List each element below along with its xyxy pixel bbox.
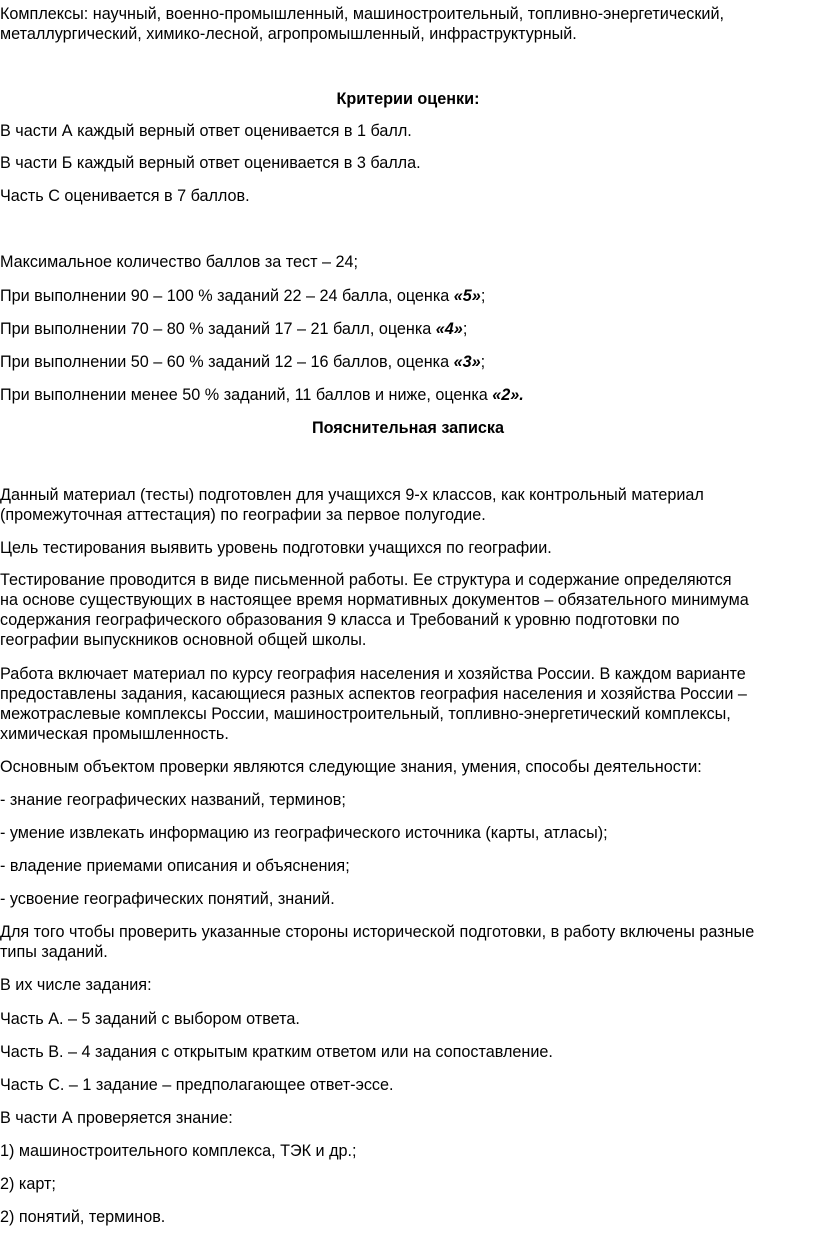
- check-item-2: 2) карт;: [0, 1175, 56, 1193]
- criteria-line-a: В части А каждый верный ответ оценивается в 1 балл.: [0, 122, 412, 140]
- note-title: Пояснительная записка: [311, 419, 505, 437]
- part-a-line: Часть А. – 5 заданий с выбором ответа.: [0, 1010, 300, 1028]
- criteria-line-b: В части Б каждый верный ответ оценивается в 3 балла.: [0, 154, 421, 172]
- skill-item-4: - усвоение географических понятий, знаний.: [0, 890, 335, 908]
- note-p1-line-1: Данный материал (тесты) подготовлен для учащихся 9-х классов, как контрольный материал: [0, 486, 704, 504]
- criteria-title: Критерии оценки:: [336, 90, 480, 108]
- note-p6-line-2: типы заданий.: [0, 943, 108, 961]
- skill-item-2: - умение извлекать информацию из географического источника (карты, атласы);: [0, 824, 608, 842]
- grade-mark-3: «3»: [453, 353, 481, 371]
- max-score-line: Максимальное количество баллов за тест – 24;: [0, 253, 359, 271]
- note-p4-line-4: химическая промышленность.: [0, 725, 229, 743]
- grade-line-5: При выполнении 90 – 100 % заданий 22 – 24 балла, оценка «5»;: [0, 287, 486, 305]
- grade-line-3: При выполнении 50 – 60 % заданий 12 – 16 баллов, оценка «3»;: [0, 353, 486, 371]
- note-p3-line-4: географии выпускников основной общей школы.: [0, 631, 367, 649]
- note-p2: Цель тестирования выявить уровень подготовки учащихся по географии.: [0, 539, 552, 557]
- note-p3-line-2: на основе существующих в настоящее время нормативных документов – обязательного минимума: [0, 591, 749, 609]
- intro-line-1: Комплексы: научный, военно-промышленный, машиностроительный, топливно-энергетический,: [0, 5, 725, 23]
- check-item-3: 2) понятий, терминов.: [0, 1208, 166, 1226]
- skill-item-3: - владение приемами описания и объяснения;: [0, 857, 350, 875]
- note-p3-line-3: содержания географического образования 9 класса и Требований к уровню подготовки по: [0, 611, 680, 629]
- part-b-line: Часть В. – 4 задания с открытым кратким ответом или на сопоставление.: [0, 1043, 553, 1061]
- grade-mark-5: «5»: [453, 287, 481, 305]
- note-p4-line-1: Работа включает материал по курсу география населения и хозяйства России. В каждом варианте: [0, 665, 746, 683]
- note-p6-line-1: Для того чтобы проверить указанные стороны исторической подготовки, в работу включены разные: [0, 923, 755, 941]
- note-p4-line-2: предоставлены задания, касающиеся разных аспектов география населения и хозяйства России –: [0, 685, 747, 703]
- check-item-1: 1) машиностроительного комплекса, ТЭК и др.;: [0, 1142, 357, 1160]
- part-c-line: Часть С. – 1 задание – предполагающее ответ-эссе.: [0, 1076, 394, 1094]
- note-p3-line-1: Тестирование проводится в виде письменной работы. Ее структура и содержание определяются: [0, 571, 732, 589]
- grade-mark-4: «4»: [435, 320, 463, 338]
- grade-mark-2: «2».: [492, 386, 524, 404]
- intro-line-2: металлургический, химико-лесной, агропромышленный, инфраструктурный.: [0, 25, 577, 43]
- note-p8: В части А проверяется знание:: [0, 1109, 233, 1127]
- note-p4-line-3: межотраслевые комплексы России, машиностроительный, топливно-энергетический комплексы,: [0, 705, 731, 723]
- note-p7: В их числе задания:: [0, 976, 152, 994]
- grade-line-2: При выполнении менее 50 % заданий, 11 баллов и ниже, оценка «2».: [0, 386, 524, 404]
- note-p5: Основным объектом проверки являются следующие знания, умения, способы деятельности:: [0, 758, 702, 776]
- grade-line-4: При выполнении 70 – 80 % заданий 17 – 21 балл, оценка «4»;: [0, 320, 468, 338]
- note-p1-line-2: (промежуточная аттестация) по географии за первое полугодие.: [0, 506, 486, 524]
- skill-item-1: - знание географических названий, терминов;: [0, 791, 346, 809]
- criteria-line-c: Часть С оценивается в 7 баллов.: [0, 187, 250, 205]
